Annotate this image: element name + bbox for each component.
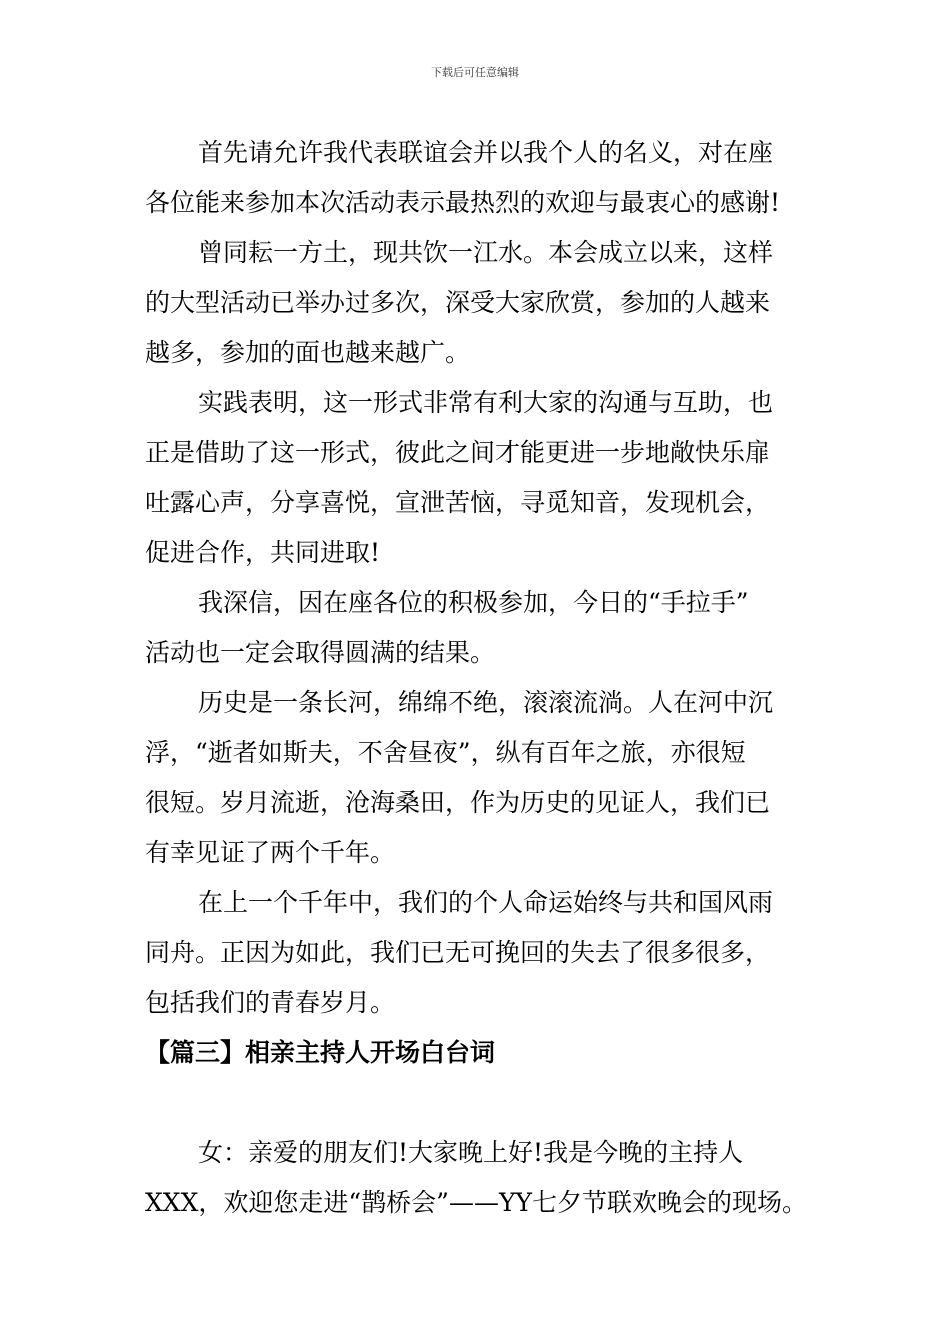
text-line: 同舟。正因为如此，我们已无可挽回的失去了很多很多， xyxy=(145,938,771,967)
text-line: 首先请允许我代表联谊会并以我个人的名义，对在座 xyxy=(198,138,774,167)
section-heading: 【篇三】相亲主持人开场白台词 xyxy=(145,1038,496,1067)
text-line: 很短。岁月流逝，沧海桑田，作为历史的见证人，我们已 xyxy=(145,788,771,817)
text-line: XXX，欢迎您走进“鹊桥会”——YY七夕节联欢晚会的现场。 xyxy=(145,1188,807,1217)
text-line: 曾同耘一方土，现共饮一江水。本会成立以来，这样 xyxy=(198,238,774,267)
document-body xyxy=(145,128,810,1228)
text-line: 有幸见证了两个千年。 xyxy=(145,838,396,867)
paragraph-history-of-club xyxy=(145,228,810,378)
text-line: 促进合作，共同进取! xyxy=(145,538,381,567)
text-line: 历史是一条长河，绵绵不绝，滚滚流淌。人在河中沉 xyxy=(198,688,774,717)
text-line: 正是借助了这一形式，彼此之间才能更进一步地敞快乐扉 xyxy=(145,438,771,467)
text-line: 越多，参加的面也越来越广。 xyxy=(145,338,471,367)
blank-line xyxy=(145,1078,810,1128)
paragraph-welcome xyxy=(145,128,810,228)
text-line: 各位能来参加本次活动表示最热烈的欢迎与最衷心的感谢! xyxy=(145,188,781,217)
text-line: 吐露心声，分享喜悦，宣泄苦恼，寻觅知音，发现机会， xyxy=(145,488,771,517)
text-line: 浮，“逝者如斯夫，不舍昼夜”，纵有百年之旅，亦很短 xyxy=(145,738,746,767)
text-line: 女：亲爱的朋友们!大家晚上好!我是今晚的主持人 xyxy=(198,1138,744,1167)
paragraph-belief xyxy=(145,578,810,678)
text-line: 实践表明，这一形式非常有利大家的沟通与互助，也 xyxy=(198,388,774,417)
paragraph-practice xyxy=(145,378,810,578)
paragraph-host-opening xyxy=(145,1128,810,1228)
text-line: 的大型活动已举办过多次，深受大家欣赏，参加的人越来 xyxy=(145,288,771,317)
header-note: 下载后可任意编辑 xyxy=(431,66,519,79)
text-line: 活动也一定会取得圆满的结果。 xyxy=(145,638,496,667)
text-line: 我深信，因在座各位的积极参加，今日的“手拉手” xyxy=(198,588,749,617)
text-line: 包括我们的青春岁月。 xyxy=(145,988,396,1017)
text-line: 在上一个千年中，我们的个人命运始终与共和国风雨 xyxy=(198,888,774,917)
paragraph-last-millennium xyxy=(145,878,810,1028)
paragraph-river-of-history xyxy=(145,678,810,878)
